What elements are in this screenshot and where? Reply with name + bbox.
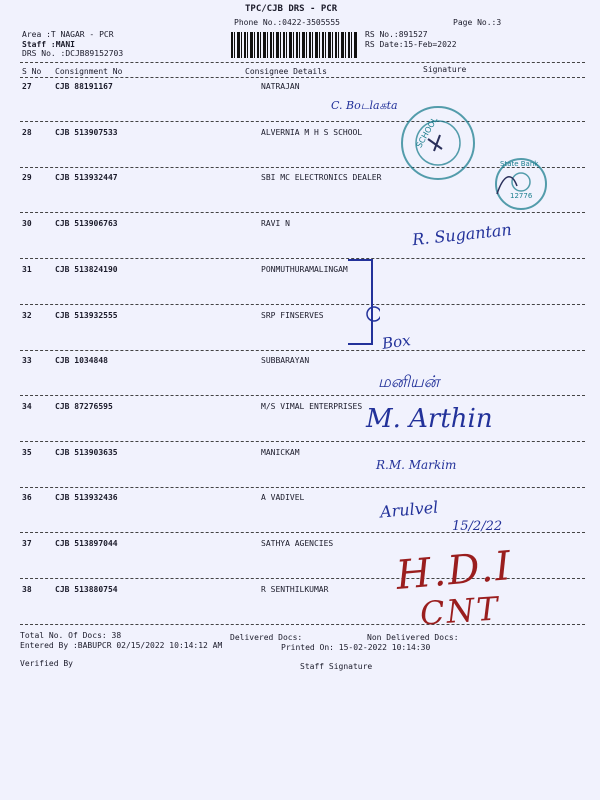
signature-36-date: 15/2/22: [452, 519, 503, 534]
signature-36: Arulvel: [379, 497, 439, 522]
col-sno: S No: [22, 67, 42, 76]
col-consignee: Consignee Details: [245, 67, 327, 76]
row-consignment-no: CJB 88191167: [55, 82, 113, 91]
phone-number: Phone No.:0422-3505555: [234, 18, 340, 27]
school-stamp-text: SCHOOL: [414, 115, 440, 150]
row-divider: [20, 212, 585, 213]
row-consignee: A VADIVEL: [261, 493, 305, 502]
row-divider: [20, 304, 585, 305]
row-serial: 27: [22, 82, 32, 91]
signature-33: மனியன்: [378, 372, 440, 391]
drs-number: DRS No. :DCJB89152703: [22, 49, 124, 58]
school-stamp: [398, 103, 478, 183]
printed-on: Printed On: 15-02-2022 10:14:30: [281, 643, 431, 652]
red-note-hdi: H.D.I: [394, 542, 515, 600]
staff-signature: Staff Signature: [300, 662, 373, 671]
page-title: TPC/CJB DRS - PCR: [245, 4, 338, 14]
row-consignment-no: CJB 513897044: [55, 539, 118, 548]
col-signature: Signature: [423, 65, 467, 74]
verified-by: Verified By: [20, 659, 73, 668]
row-consignment-no: CJB 513903635: [55, 448, 118, 457]
row-consignment-no: CJB 513932436: [55, 493, 118, 502]
barcode: [231, 32, 358, 58]
total-docs: Total No. Of Docs: 38: [20, 631, 122, 640]
staff-label: Staff :MANI: [22, 40, 75, 49]
non-delivered-docs: Non Delivered Docs:: [367, 633, 459, 642]
row-serial: 34: [22, 402, 32, 411]
row-consignee: NATRAJAN: [261, 82, 300, 91]
row-divider: [20, 487, 585, 488]
page-number: Page No.:3: [453, 18, 502, 27]
row-serial: 36: [22, 493, 32, 502]
row-consignment-no: CJB 513906763: [55, 219, 118, 228]
row-divider: [20, 121, 585, 122]
row-consignment-no: CJB 1034848: [55, 356, 108, 365]
row-serial: 37: [22, 539, 32, 548]
row-consignment-no: CJB 513932555: [55, 311, 118, 320]
row-serial: 31: [22, 265, 32, 274]
col-consignment: Consignment No: [55, 67, 123, 76]
row-consignee: SRP FINSERVES: [261, 311, 324, 320]
header-divider-bottom: [20, 77, 585, 78]
row-serial: 29: [22, 173, 32, 182]
row-serial: 35: [22, 448, 32, 457]
rs-date: RS Date:15-Feb=2022: [365, 40, 457, 49]
row-consignment-no: CJB 513880754: [55, 585, 118, 594]
row-serial: 38: [22, 585, 32, 594]
signature-30: R. Sugantan: [411, 219, 513, 250]
signature-34: M. Arthin: [366, 404, 493, 434]
row-serial: 33: [22, 356, 32, 365]
row-consignee: SATHYA AGENCIES: [261, 539, 334, 548]
header-divider-top: [20, 62, 585, 63]
row-divider: [20, 441, 585, 442]
delivered-docs: Delivered Docs:: [230, 633, 303, 642]
row-divider: [20, 350, 585, 351]
row-consignment-no: CJB 513907533: [55, 128, 118, 137]
row-divider: [20, 258, 585, 259]
row-serial: 28: [22, 128, 32, 137]
row-serial: 30: [22, 219, 32, 228]
rs-number: RS No.:891527: [365, 30, 428, 39]
row-consignee: PONMUTHURAMALINGAM: [261, 265, 348, 274]
bracket-mark: [340, 258, 380, 348]
red-note-cnt: CNT: [418, 589, 502, 633]
row-divider: [20, 395, 585, 396]
bank-stamp-text: State Bank: [500, 160, 539, 168]
row-consignment-no: CJB 513824190: [55, 265, 118, 274]
bank-stamp-code: 12776: [510, 192, 533, 200]
entered-by: Entered By :BABUPCR 02/15/2022 10:14:12 AM: [20, 641, 223, 650]
row-consignee: M/S VIMAL ENTERPRISES: [261, 402, 363, 411]
row-consignee: SUBBARAYAN: [261, 356, 310, 365]
row-consignment-no: CJB 87276595: [55, 402, 113, 411]
row-serial: 32: [22, 311, 32, 320]
signature-28: C. Boடlaகta: [331, 99, 398, 112]
row-consignee: ALVERNIA M H S SCHOOL: [261, 128, 363, 137]
row-consignee: MANICKAM: [261, 448, 300, 457]
row-consignment-no: CJB 513932447: [55, 173, 118, 182]
area-label: Area :T NAGAR - PCR: [22, 30, 114, 39]
signature-35: R.M. Markim: [376, 458, 457, 472]
row-consignee: RAVI N: [261, 219, 290, 228]
row-consignee: SBI MC ELECTRONICS DEALER: [261, 173, 382, 182]
signature-32: Box: [380, 331, 412, 353]
row-consignee: R SENTHILKUMAR: [261, 585, 329, 594]
